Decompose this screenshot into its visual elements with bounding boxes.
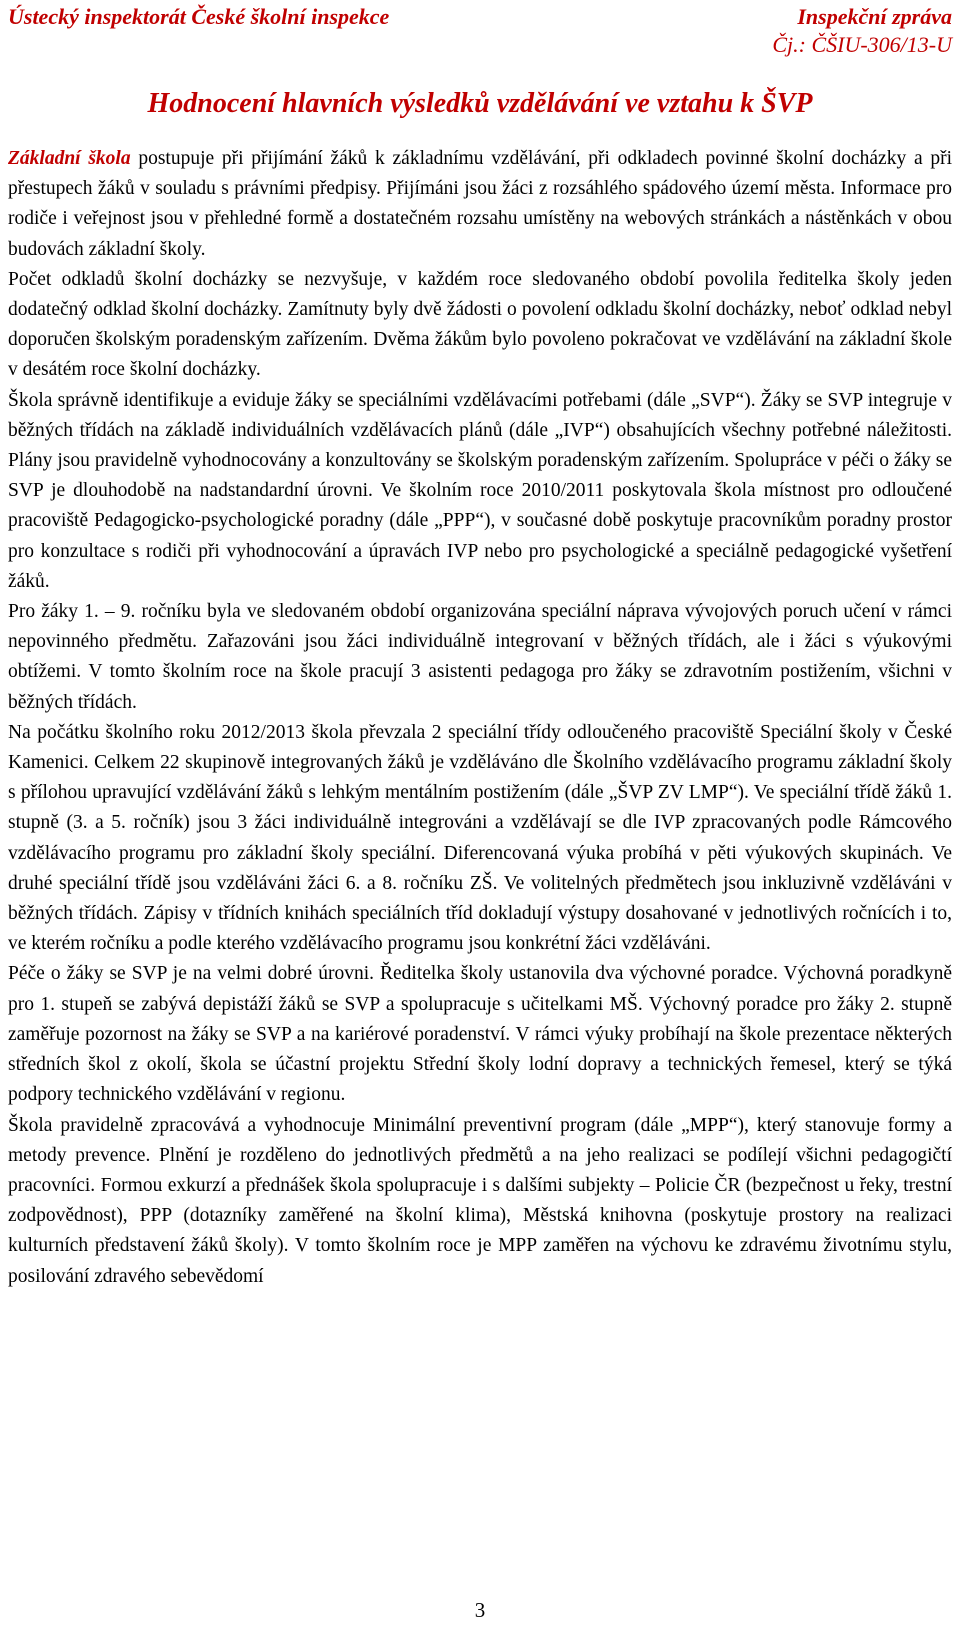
paragraph-counseling: Péče o žáky se SVP je na velmi dobré úrovni. Ředitelka školy ustanovila dva výchovné poradce. Výchovná poradkyně pro 1. stupeň se zabývá depistáží žáků se SVP a spolupracuje s učitelkami MŠ. Výchovný poradce pro žáky 2. stupně zaměřuje pozornost na žáky se SVP a na kariérové poradenství. V rámci výuky probíhají na škole prezentace některých středních škol z okolí, škola se účastní projektu Střední školy lodní dopravy a technických řemesel, který se týká podpory technického vzdělávání v regionu. [8, 963, 952, 1106]
paragraph-prevention: Škola pravidelně zpracovává a vyhodnocuje Minimální preventivní program (dále „MPP“), který stanovuje formy a metody prevence. Plnění je rozděleno do jednotlivých předmětů a na jeho realizaci se podílejí všichni pedagogičtí pracovníci. Formou exkurzí a přednášek škola spolupracuje i s dalšími subjekty – Policie ČR (bezpečnost u řeky, trestní zodpovědnost), PPP (dotazníky zaměřené na školní klima), Městská knihovna (poskytuje prostory na realizaci kulturních představení žáků školy). V tomto školním roce je MPP zaměřen na výchovu ke zdravému životnímu stylu, posilování zdravého sebevědomí [8, 1114, 952, 1287]
paragraph-lead: Základní škola [8, 148, 131, 169]
document-body [8, 144, 952, 1292]
page-number: 3 [474, 1598, 486, 1622]
page-header [8, 4, 952, 60]
paragraph-admission [8, 144, 952, 265]
paragraph-special-needs: Škola správně identifikuje a eviduje žáky se speciálními vzdělávacími potřebami (dále „SVP“). Žáky se SVP integruje v běžných třídách na základě individuálních vzdělávacích plánů (dále „IVP“) obsahujících všechny potřebné náležitosti. Plány jsou pravidelně vyhodnocovány a konzultovány se školským poradenským zařízením. Spolupráce v péči o žáky se SVP je dlouhodobě na nadstandardní úrovni. Ve školním roce 2010/2011 poskytovala škola místnost pro odloučené pracoviště Pedagogicko-psychologické poradny (dále „PPP“), v současné době poskytuje pracovníkům poradny prostor pro konzultace s rodiči při vyhodnocování a úpravách IVP nebo pro psychologické a speciálně pedagogické vyšetření žáků. [8, 389, 952, 592]
header-report-title: Inspekční zpráva [797, 4, 952, 29]
paragraph-remedial: Pro žáky 1. – 9. ročníku byla ve sledovaném období organizována speciální náprava vývojových poruch učení v rámci nepovinného předmětu. Zařazováni jsou žáci individuálně integrovaní v běžných třídách, ale i žáci s výukovými obtížemi. V tomto školním roce na škole pracují 3 asistenti pedagoga pro žáky se zdravotním postižením, všichni v běžných třídách. [8, 601, 952, 713]
paragraph-text: postupuje při přijímání žáků k základnímu vzdělávání, při odkladech povinné školní docházky a při přestupech žáků v souladu s právními předpisy. Přijímáni jsou žáci z rozsáhlého spádového území města. Informace pro rodiče i veřejnost jsou v přehledné formě a dostatečném rozsahu umístěny na webových stránkách a nástěnkách v obou budovách základní školy. [8, 148, 952, 260]
header-reference-number: Čj.: ČŠIU-306/13-U [772, 32, 952, 57]
section-title: Hodnocení hlavních výsledků vzdělávání ve vztahu k ŠVP [147, 88, 813, 119]
paragraph-deferrals: Počet odkladů školní docházky se nezvyšuje, v každém roce sledovaného období povolila ředitelka školy jeden dodatečný odklad školní docházky. Zamítnuty byly dvě žádosti o povolení odkladu školní docházky, neboť odklad nebyl doporučen školským poradenským zařízením. Dvěma žákům bylo povoleno pokračovat ve vzdělávání na základní škole v desátém roce školní docházky. [8, 268, 952, 381]
paragraph-special-classes: Na počátku školního roku 2012/2013 škola převzala 2 speciální třídy odloučeného pracoviště Speciální školy v České Kamenici. Celkem 22 skupinově integrovaných žáků je vzděláváno dle Školního vzdělávacího programu základní školy s přílohou upravující vzdělávání žáků s lehkým mentálním postižením (dále „ŠVP ZV LMP“). Ve speciální třídě žáků 1. stupně (3. a 5. ročník) jsou 3 žáci individuálně integrováni a vzdělávají se dle IVP zpracovaných podle Rámcového vzdělávacího programu pro základní školy speciální. Diferencovaná výuka probíhá v pěti výukových skupinách. Ve druhé speciální třídě jsou vzděláváni žáci 6. a 8. ročníku ZŠ. Ve volitelných předmětech jsou inkluzivně vzděláváni v běžných třídách. Zápisy v třídních knihách speciálních tříd dokladují výstupy dosahované v jednotlivých ročnících i to, ve kterém ročníku a podle kterého vzdělávacího programu jsou konkrétní žáci vzděláváni. [8, 721, 952, 955]
header-report-info [772, 4, 952, 58]
header-organization: Ústecký inspektorát České školní inspekce [8, 4, 390, 29]
